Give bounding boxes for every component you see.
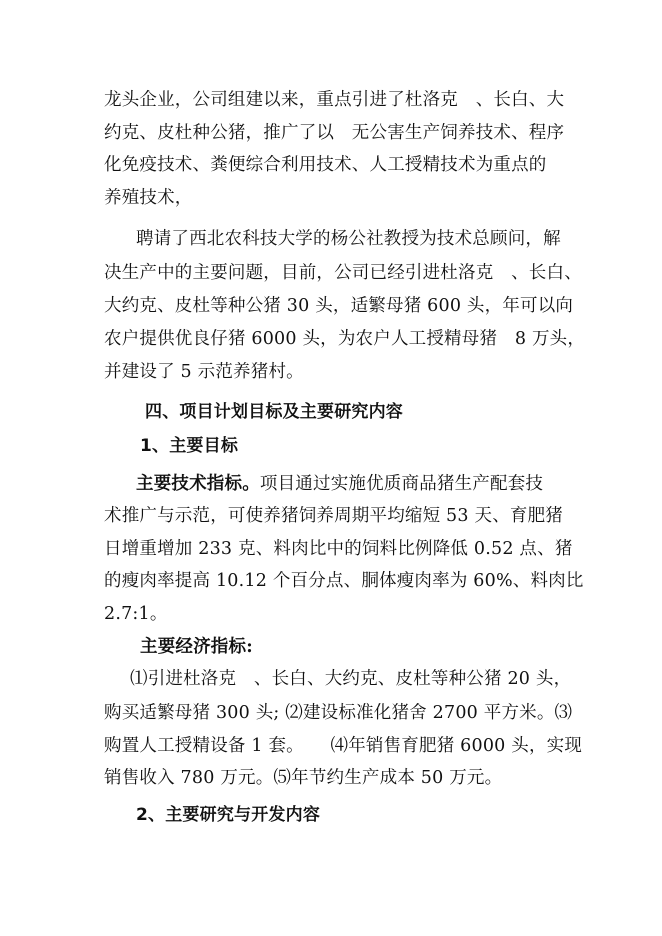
tech-indicators-line-1 bbox=[136, 472, 543, 496]
tech-indicators-line-3: 日增重增加 233 克、料肉比中的饲料比例降低 0.52 点、猪 bbox=[104, 539, 573, 559]
econ-indicators-line-3: 购置人工授精设备 1 套。 ⑷年销售育肥猪 6000 头，实现 bbox=[104, 736, 583, 756]
section-4-heading: 四、项目计划目标及主要研究内容 bbox=[145, 402, 403, 422]
econ-indicators-line-2: 购买适繁母猪 300 头; ⑵建设标准化猪舍 2700 平方米。⑶ bbox=[104, 703, 573, 723]
tech-indicators-line-5: 2.7:1。 bbox=[104, 604, 168, 624]
paragraph-1-line-2: 约克、皮杜种公猪，推广了以 无公害生产饲养技术、程序 bbox=[104, 123, 565, 143]
section-4-2-heading: 2、主要研究与开发内容 bbox=[136, 805, 321, 825]
econ-indicators-label: 主要经济指标: bbox=[140, 637, 253, 657]
section-4-1-heading: 1、主要目标 bbox=[140, 436, 239, 456]
tech-indicators-line-2: 术推广与示范，可使养猪饲养周期平均缩短 53 天、育肥猪 bbox=[104, 506, 563, 526]
tech-indicators-line-1-text: 项目通过实施优质商品猪生产配套技 bbox=[259, 474, 544, 494]
paragraph-2-line-1: 聘请了西北农科技大学的杨公社教授为技术总顾问，解 bbox=[136, 229, 561, 249]
paragraph-2-line-4: 农户提供优良仔猪 6000 头，为农户人工授精母猪 8 万头， bbox=[104, 329, 586, 349]
paragraph-1-line-3: 化免疫技术、粪便综合利用技术、人工授精技术为重点的 bbox=[104, 155, 547, 175]
tech-indicators-label: 主要技术指标。 bbox=[136, 474, 260, 494]
paragraph-1-line-1: 龙头企业，公司组建以来，重点引进了杜洛克 、长白、大 bbox=[104, 90, 565, 110]
paragraph-2-line-5: 并建设了 5 示范养猪村。 bbox=[104, 362, 304, 382]
paragraph-2-line-3: 大约克、皮杜等种公猪 30 头，适繁母猪 600 头，年可以向 bbox=[104, 296, 574, 316]
econ-indicators-line-4: 销售收入 780 万元。⑸年节约生产成本 50 万元。 bbox=[104, 768, 503, 788]
tech-indicators-line-4: 的瘦肉率提高 10.12 个百分点、胴体瘦肉率为 60%、料肉比 bbox=[104, 571, 584, 591]
paragraph-1-line-4: 养殖技术， bbox=[104, 188, 193, 208]
econ-indicators-line-1: ⑴引进杜洛克 、长白、大约克、皮杜等种公猪 20 头， bbox=[130, 669, 572, 689]
paragraph-2-line-2: 决生产中的主要问题，目前，公司已经引进杜洛克 、长白、 bbox=[104, 263, 582, 283]
